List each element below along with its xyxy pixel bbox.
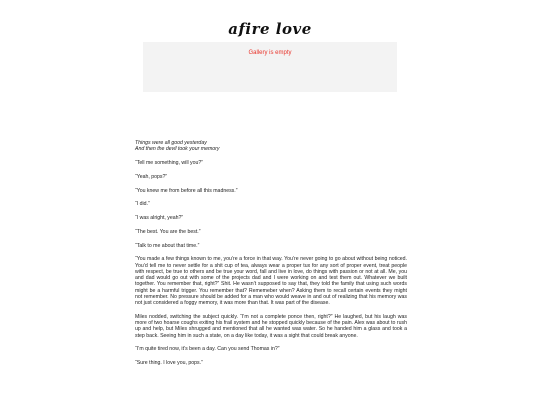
epigraph-line: And then the devil took your memory [135, 146, 220, 153]
post-epigraph [135, 140, 407, 153]
post-paragraph: “The best. You are the best.” [135, 228, 201, 235]
post-paragraph: Miles nodded, switching the subject quickly. “I’m not a complete ponce then, right?” He laughed, but his laugh was more of two hoarse coughs exiting his frail system and he stopped quickly because of the pain. Alex was about to rush up and help, but Miles shrugged and mentioned that all he wanted was water. So he handed him a glass and took a step back. Seeing him in such a state, on a day like today, it was a sight that could break anyone. [135, 313, 407, 339]
post-paragraph: “You knew me from before all this madness.” [135, 187, 238, 194]
post-paragraph: “I’m quite tired now, it’s been a day. Can you send Thomas in?” [135, 346, 280, 353]
gallery-box [143, 42, 397, 92]
post-body [135, 140, 407, 374]
post-paragraph: “Tell me something, will you?” [135, 160, 204, 166]
post-paragraph: “I did.” [135, 201, 150, 208]
post-paragraph: “Sure thing. I love you, pops.” [135, 360, 203, 366]
blog-logo[interactable]: afire love [228, 20, 312, 38]
gallery-empty-message: Gallery is empty [248, 50, 292, 56]
epigraph-line: Things were all good yesterday [135, 140, 207, 146]
post-paragraph: “Talk to me about that time.” [135, 242, 200, 249]
post-paragraph: “Yeah, pops?” [135, 173, 168, 180]
post-paragraph: “You made a few things known to me, you’re a force in that way. You’re never going to go about without being noticed. You’d tell me to never settle for a shit cup of tea, always wear a proper tux for any sort of proper event, treat people with respect, be true to others and be true your word, fall and live in love, do things with passion or not at all. Me, you and dad would go out with some of the projects dad and I were working on and test them out. Whatever we built together. You remember that, right?” Shit. He wasn’t supposed to say that, they told the family that using such words might be a harmful trigger. You remember that? Rememeber when? Asking them to recall certain events they might not remember. No pressure should be added for a man who would weave in and out of realizing that his memory was not just considered a foggy memory, it was more than that. It was part of the disease. [135, 256, 407, 306]
post-paragraph: “I was alright, yeah?” [135, 215, 184, 221]
